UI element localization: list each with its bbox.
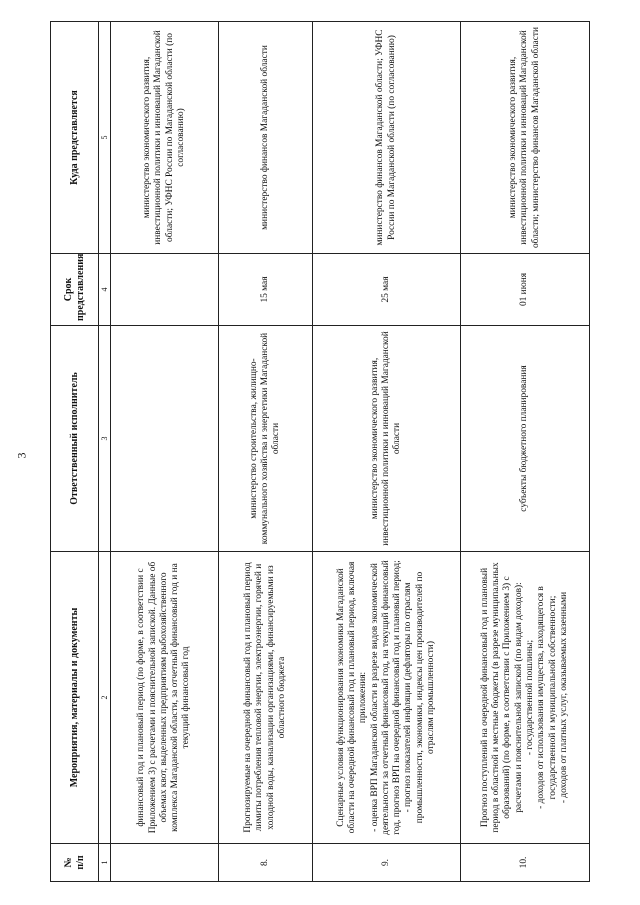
deadline-cell <box>111 254 219 326</box>
header-row <box>51 22 99 882</box>
column-number-row <box>99 22 111 882</box>
col-number: 5 <box>99 22 111 254</box>
measures-cell: Сценарные условия функционирования экономики Магаданской области на очередной финансовый год и плановый период, включая приложения: - оценка ВРП Магаданской области в разрезе видов экономической деятельности за отчетный финансовый год, на текущий финансовый год, прогноз ВРП на очередной финансовый год и плановый период; - прогноз показателей инфляции (дефляторы по отраслям промышленности, экономики, индексы цен производителей по отраслям промышленности) <box>313 552 461 844</box>
rotated-table-page <box>50 22 590 882</box>
executor-cell: министерство экономического развития, инвестиционной политики и инноваций Магаданской области <box>313 326 461 552</box>
executor-cell: субъекты бюджетного планирования <box>461 326 590 552</box>
header-measures: Мероприятия, материалы и документы <box>51 552 99 844</box>
recipient-cell: министерство экономического развития, инвестиционной политики и инноваций Магаданской области; министерство финансов Магаданской области <box>461 22 590 254</box>
measures-table <box>50 21 590 882</box>
row-number: 8. <box>219 844 313 882</box>
deadline-cell: 01 июня <box>461 254 590 326</box>
row-number <box>111 844 219 882</box>
deadline-cell: 15 мая <box>219 254 313 326</box>
row-number: 10. <box>461 844 590 882</box>
table-row <box>461 22 590 882</box>
recipient-cell: министерство финансов Магаданской области; УФНС России по Магаданской области (по согласованию) <box>313 22 461 254</box>
table-row <box>219 22 313 882</box>
row-number: 9. <box>313 844 461 882</box>
col-number: 2 <box>99 552 111 844</box>
measures-cell: финансовый год и плановый период (по форме, в соответствии с Приложением 3) с расчетами и пояснительной запиской. Данные об объемах квот, выделенных предприятиям рыбохозяйственного комплекса Магаданской области, за отчетный финансовый год и на текущий финансовый год <box>111 552 219 844</box>
recipient-cell: министерство экономического развития, инвестиционной политики и инноваций Магаданской области; УФНС России по Магаданской области (по согласованию) <box>111 22 219 254</box>
table-row <box>111 22 219 882</box>
deadline-cell: 25 мая <box>313 254 461 326</box>
executor-cell <box>111 326 219 552</box>
header-recipient: Куда представляется <box>51 22 99 254</box>
executor-cell: министерство строительства, жилищно-коммунального хозяйства и энергетики Магаданской области <box>219 326 313 552</box>
measures-cell: Прогнозируемые на очередной финансовый год и плановый период лимиты потребления тепловой энергии, электроэнергии, горячей и холодной воды, канализации организациями, финансируемыми из областного бюджета <box>219 552 313 844</box>
header-executor: Ответственный исполнитель <box>51 326 99 552</box>
measures-cell: Прогноз поступлений на очередной финансовый год и плановый период в областной и местные бюджеты (в разрезе муниципальных образований) (по форме, в соответствии с Приложением 3) с расчетами и пояснительной запиской (по видам доходов): - государственной пошлины; - доходов от использования имущества, находящегося в государственной и муниципальной собственности; - доходов от платных услуг, оказываемых казенными <box>461 552 590 844</box>
recipient-cell: министерство финансов Магаданской области <box>219 22 313 254</box>
table-row <box>313 22 461 882</box>
page-number: 3 <box>14 452 29 459</box>
header-number: № п/п <box>51 844 99 882</box>
col-number: 1 <box>99 844 111 882</box>
col-number: 3 <box>99 326 111 552</box>
col-number: 4 <box>99 254 111 326</box>
header-deadline: Срок представления <box>51 254 99 326</box>
